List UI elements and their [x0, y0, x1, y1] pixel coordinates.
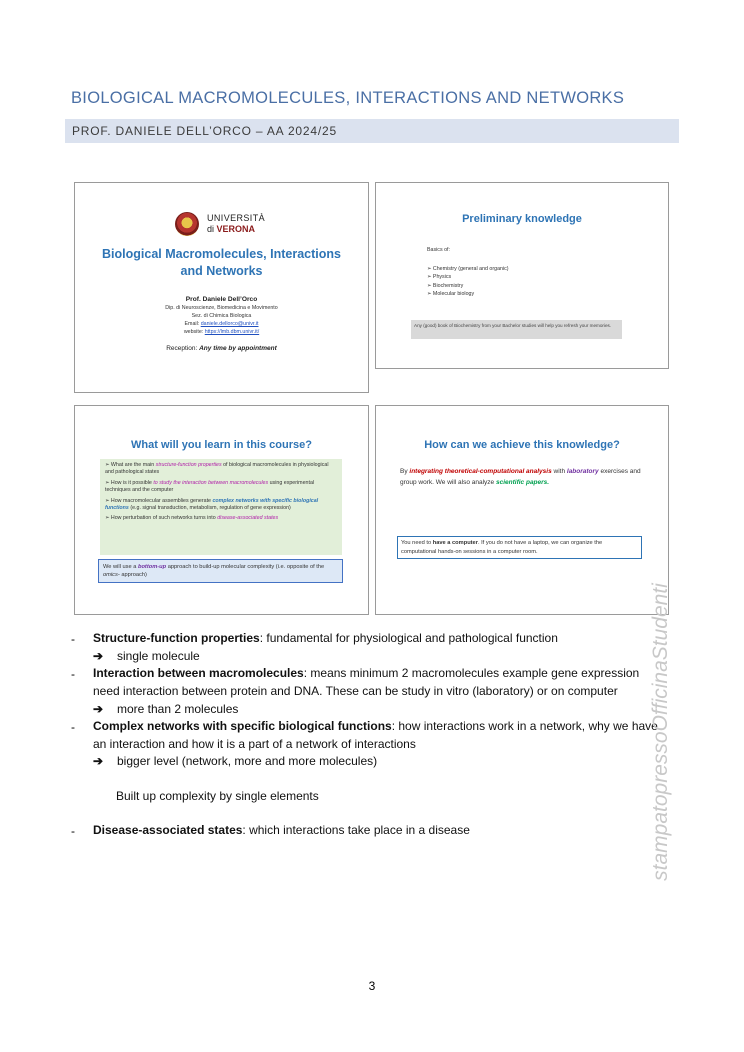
arrow-note: ➔ more than 2 molecules	[93, 702, 239, 716]
bullet-dash: -	[71, 632, 75, 646]
bullet-dash: -	[71, 667, 75, 681]
watermark: stampatopressoOfficinaStudenti	[649, 583, 672, 881]
arrow-icon: ➔	[93, 702, 104, 716]
slide-title-page	[74, 182, 369, 393]
list-item: ➢ Physics	[427, 274, 452, 281]
computer-note-box: You need to have a computer. If you do not have a laptop, we can organize the computational hands-on sessions in a computer room.	[397, 536, 642, 559]
goal-item: ➢ How is it possible to study the interaction between macromolecules using experimental techniques and the computer	[105, 479, 315, 493]
reception-line: Reception: Any time by appointment	[166, 345, 277, 352]
arrow-note: ➔ single molecule	[93, 649, 200, 663]
email-line: Email: daniele.dellorco@univr.it	[184, 321, 259, 327]
note-plain: Built up complexity by single elements	[116, 789, 319, 803]
subtitle-text: PROF. DANIELE DELL’ORCO – AA 2024/25	[72, 124, 337, 138]
logo-text-verona: di VERONA	[207, 224, 256, 234]
professor-name: Prof. Daniele Dell’Orco	[185, 296, 258, 303]
bullet-dash: -	[71, 720, 75, 734]
note-structure-function: Structure-function properties: fundamental for physiological and pathological function	[93, 631, 558, 645]
arrow-icon: ➔	[93, 754, 104, 768]
page-number: 3	[368, 979, 376, 993]
website-link[interactable]: https://lmb.dbm.univr.it/	[204, 329, 260, 335]
prerequisite-list	[427, 265, 509, 298]
slide-how-to-achieve	[375, 405, 669, 615]
department: Dip. di Neuroscienze, Biomedicina e Movimento	[165, 305, 278, 311]
list-item: ➢ Chemistry (general and organic)	[427, 266, 509, 272]
goal-item: ➢ What are the main structure-function properties of biological macromolecules in physiological and pathological states	[105, 462, 329, 475]
bullet-dash: -	[71, 824, 75, 838]
arrow-icon: ➔	[93, 649, 104, 663]
arrow-note: ➔ bigger level (network, more and more molecules)	[93, 754, 378, 768]
goals-box	[100, 459, 342, 555]
note-disease: Disease-associated states: which interactions take place in a disease	[93, 823, 470, 837]
email-link[interactable]: daniele.dellorco@univr.it	[200, 321, 259, 327]
subtitle-bar	[65, 119, 679, 143]
section: Sez. di Chimica Biologica	[191, 313, 252, 319]
basics-label: Basics of:	[427, 247, 450, 253]
document-title: BIOLOGICAL MACROMOLECULES, INTERACTIONS AND NETWORKS	[71, 89, 625, 107]
slide-title: What will you learn in this course?	[131, 439, 312, 451]
slide-title: How can we achieve this knowledge?	[424, 439, 620, 451]
logo-text-universita: UNIVERSITÀ	[207, 213, 266, 223]
list-item: ➢ Molecular biology	[427, 290, 475, 297]
method-text: By integrating theoretical-computational analysis with laboratory exercises and group work. We will also analyze scientific papers.	[400, 468, 641, 486]
goal-item: ➢ How macromolecular assemblies generate complex networks with specific biological functions (e.g. signal transduction, metabolism, regulation of gene expression)	[105, 497, 319, 511]
slide-learning-goals	[74, 405, 369, 615]
list-item: ➢ Biochemistry	[427, 282, 464, 289]
slide-title: Preliminary knowledge	[462, 213, 582, 225]
goal-item: ➢ How perturbation of such networks turns into disease-associated states	[105, 515, 279, 522]
note-interaction: Interaction between macromolecules: means minimum 2 macromolecules example gene expression need interaction between protein and DNA. These can be study in vitro (laboratory) or on computer	[93, 666, 640, 698]
university-crest-icon	[175, 212, 199, 236]
book-note-box: Any (good) book of Biochemistry from your Bachelor studies will help you refresh your memories.	[411, 320, 622, 339]
slide-preliminary-knowledge	[375, 182, 669, 369]
slide-title: Biological Macromolecules, Interactions and Networks	[102, 247, 341, 278]
note-complex-networks: Complex networks with specific biological functions: how interactions work in a network, why we have an interaction and how it is a part of a network of interactions	[93, 719, 658, 751]
website-line: website: https://lmb.dbm.univr.it/	[183, 329, 260, 335]
university-logo	[175, 212, 265, 238]
approach-box: We will use a bottom-up approach to build-up molecular complexity (i.e. opposite of the omics- approach)	[98, 559, 343, 583]
